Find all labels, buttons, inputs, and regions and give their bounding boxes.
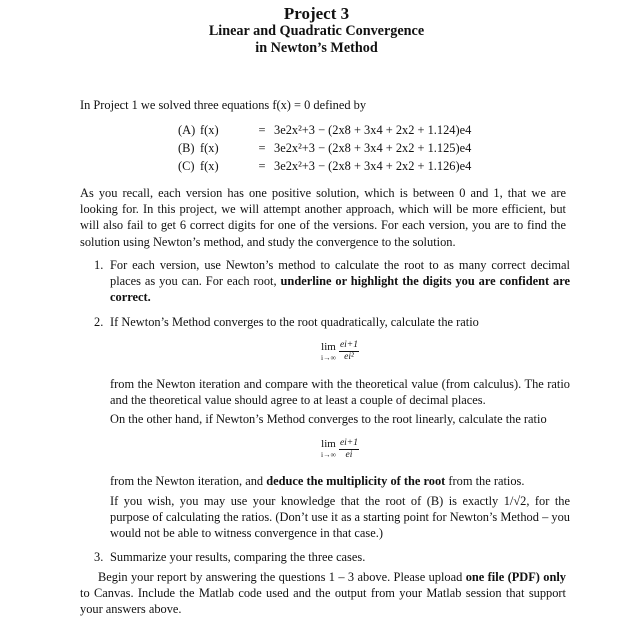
equation-operator: = <box>258 141 266 155</box>
task-1-emphasis: underline or highlight the digits you are confident are correct <box>110 274 570 305</box>
equation-row <box>178 158 471 176</box>
task-2-emphasis: deduce the multiplicity of the root <box>266 474 446 489</box>
task-number: 3. <box>94 550 104 565</box>
equation-label: (C) <box>178 159 195 173</box>
limit-operator: lim <box>321 340 336 353</box>
task-1-text: For each version, use Newton’s method to calculate the root to as many correct decimal places as you can. For each root, underline or highlight the digits you are confident are correct. <box>110 258 570 305</box>
equation-label: (A) <box>178 123 196 137</box>
intro-paragraph: In Project 1 we solved three equations f(x) = 0 defined by <box>80 98 367 112</box>
task-item-3 <box>80 549 570 565</box>
equation-list <box>178 122 471 176</box>
task-2-text-hint: If you wish, you may use your knowledge that the root of (B) is exactly 1/√2, for the purpose of calculating the ratios. (Don’t use it as a starting point for Newton’s Method – you would not be able to witness convergence in that case.) <box>110 493 570 541</box>
equation-rhs: 3e2x²+3 − (2x8 + 3x4 + 2x2 + 1.126)e4 <box>274 159 472 173</box>
limit-subscript: i→∞ <box>321 450 336 460</box>
task-2-text-compare: from the Newton iteration and compare with the theoretical value (from calculus). The ratio and the theoretical value should agree to at least a couple of decimal places. <box>110 376 570 408</box>
task-3-text: Summarize your results, comparing the three cases. <box>110 550 366 565</box>
task-2-text-multiplicity: from the Newton iteration, and deduce the multiplicity of the root from the ratios. <box>110 474 525 489</box>
closing-emphasis: one file (PDF) only <box>465 570 567 584</box>
equation-rhs: 3e2x²+3 − (2x8 + 3x4 + 2x2 + 1.124)e4 <box>274 123 472 137</box>
ratio-denominator: ei² <box>344 352 354 363</box>
task-item-1 <box>80 257 570 306</box>
ratio-numerator: ei+1 <box>339 340 358 351</box>
task-2-text-linear: On the other hand, if Newton’s Method converges to the root linearly, calculate the ratio <box>110 412 547 427</box>
equation-lhs: f(x) <box>200 123 219 137</box>
page-subtitle-line-2: in Newton’s Method <box>255 40 378 56</box>
closing-paragraph: Begin your report by answering the questions 1 – 3 above. Please upload one file (PDF) only to Canvas. Include the Matlab code used and the output from your Matlab session that support your answers above. <box>80 570 567 617</box>
task-item-2 <box>80 314 570 542</box>
quadratic-ratio-formula <box>110 333 570 371</box>
equation-operator: = <box>258 159 266 173</box>
equation-row <box>178 122 471 140</box>
task-number: 2. <box>94 314 104 329</box>
limit-operator: lim <box>321 438 336 451</box>
task-2-text-quadratic: If Newton’s Method converges to the root quadratically, calculate the ratio <box>110 314 479 329</box>
page-subtitle-line-1: Linear and Quadratic Convergence <box>208 23 425 39</box>
page-title: Project 3 <box>283 4 350 23</box>
equation-rhs: 3e2x²+3 − (2x8 + 3x4 + 2x2 + 1.125)e4 <box>274 141 472 155</box>
task-list <box>80 257 570 573</box>
limit-subscript: i→∞ <box>321 352 336 362</box>
task-number: 1. <box>94 258 104 272</box>
equation-operator: = <box>258 123 266 137</box>
equation-label: (B) <box>178 141 195 155</box>
equation-lhs: f(x) <box>200 141 219 155</box>
linear-ratio-formula <box>110 430 570 468</box>
equation-lhs: f(x) <box>200 159 219 173</box>
ratio-denominator: ei <box>345 449 353 460</box>
equation-row <box>178 140 471 158</box>
recall-paragraph: As you recall, each version has one positive solution, which is between 0 and 1, that we are looking for. In this project, we will attempt another approach, which will be more efficient, but will also fail to get 6 correct digits for one of the versions. For each version, you are to find the solution using Newton’s method, and study the convergence to the solution. <box>80 186 566 249</box>
ratio-numerator: ei+1 <box>339 437 358 448</box>
